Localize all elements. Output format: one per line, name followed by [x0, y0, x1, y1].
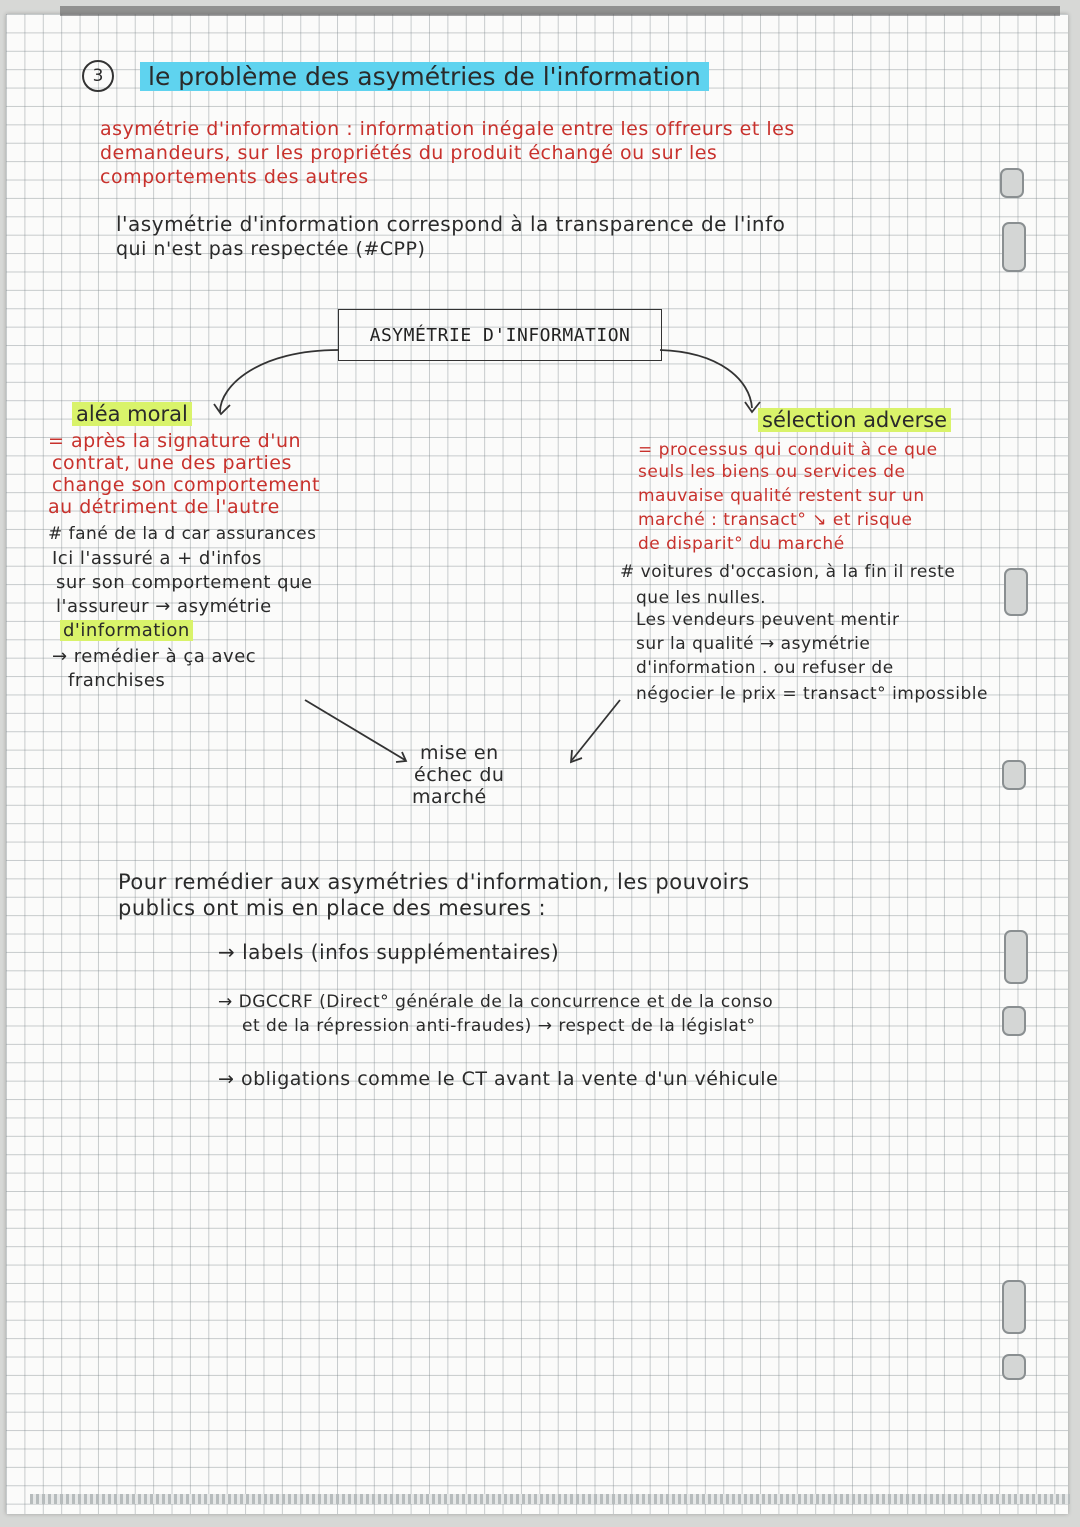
transparency-line: l'asymétrie d'information correspond à la transparence de l'info [116, 212, 786, 236]
selection-adverse-line: Les vendeurs peuvent mentir [636, 610, 900, 630]
selection-adverse-line: marché : transact° ↘ et risque [638, 510, 913, 530]
alea-moral-line: l'assureur → asymétrie [56, 596, 272, 617]
section-number: 3 [82, 60, 114, 92]
selection-adverse-line: que les nulles. [636, 588, 767, 608]
remedy-item: → DGCCRF (Direct° générale de la concurrence et de la conso [218, 992, 774, 1012]
diagram-box: ASYMÉTRIE D'INFORMATION [338, 309, 662, 361]
alea-moral-line: → remédier à ça avec [52, 646, 257, 667]
result-line: mise en [420, 742, 499, 764]
alea-moral-title: aléa moral [72, 402, 192, 426]
alea-moral-line: d'information [60, 620, 193, 641]
selection-adverse-line: d'information . ou refuser de [636, 658, 894, 678]
selection-adverse-title: sélection adverse [758, 408, 951, 432]
alea-moral-line: change son comportement [52, 474, 320, 496]
selection-adverse-line: mauvaise qualité restent sur un [638, 486, 925, 506]
section-title: le problème des asymétries de l'information [140, 62, 709, 91]
transparency-line: qui n'est pas respectée (#CPP) [116, 238, 426, 260]
remedy-item: → labels (infos supplémentaires) [218, 940, 560, 964]
definition-line: comportements des autres [100, 166, 369, 188]
result-line: échec du [414, 764, 505, 786]
alea-moral-line: contrat, une des parties [52, 452, 292, 474]
remedy-item-continued: et de la répression anti-fraudes) → respect de la législat° [242, 1016, 756, 1036]
selection-adverse-line: seuls les biens ou services de [638, 462, 906, 482]
alea-moral-line: au détriment de l'autre [48, 496, 280, 518]
alea-moral-line: Ici l'assuré a + d'infos [52, 548, 262, 569]
selection-adverse-line: = processus qui conduit à ce que [638, 440, 938, 460]
remedy-item: → obligations comme le CT avant la vente d'un véhicule [218, 1068, 779, 1090]
selection-adverse-line: de disparit° du marché [638, 534, 845, 554]
alea-moral-line: = après la signature d'un [48, 430, 302, 452]
alea-moral-line: franchises [68, 670, 166, 691]
selection-adverse-line: # voitures d'occasion, à la fin il reste [620, 562, 956, 582]
selection-adverse-line: sur la qualité → asymétrie [636, 634, 871, 654]
remedies-intro: publics ont mis en place des mesures : [118, 896, 547, 920]
remedies-intro: Pour remédier aux asymétries d'information, les pouvoirs [118, 870, 750, 894]
definition-line: demandeurs, sur les propriétés du produit échangé ou sur les [100, 142, 718, 164]
alea-moral-line: sur son comportement que [56, 572, 313, 593]
selection-adverse-line: négocier le prix = transact° impossible [636, 684, 988, 704]
result-line: marché [412, 786, 487, 808]
alea-moral-line: # fané de la d car assurances [48, 524, 317, 544]
definition-line: asymétrie d'information : information inégale entre les offreurs et les [100, 118, 795, 140]
